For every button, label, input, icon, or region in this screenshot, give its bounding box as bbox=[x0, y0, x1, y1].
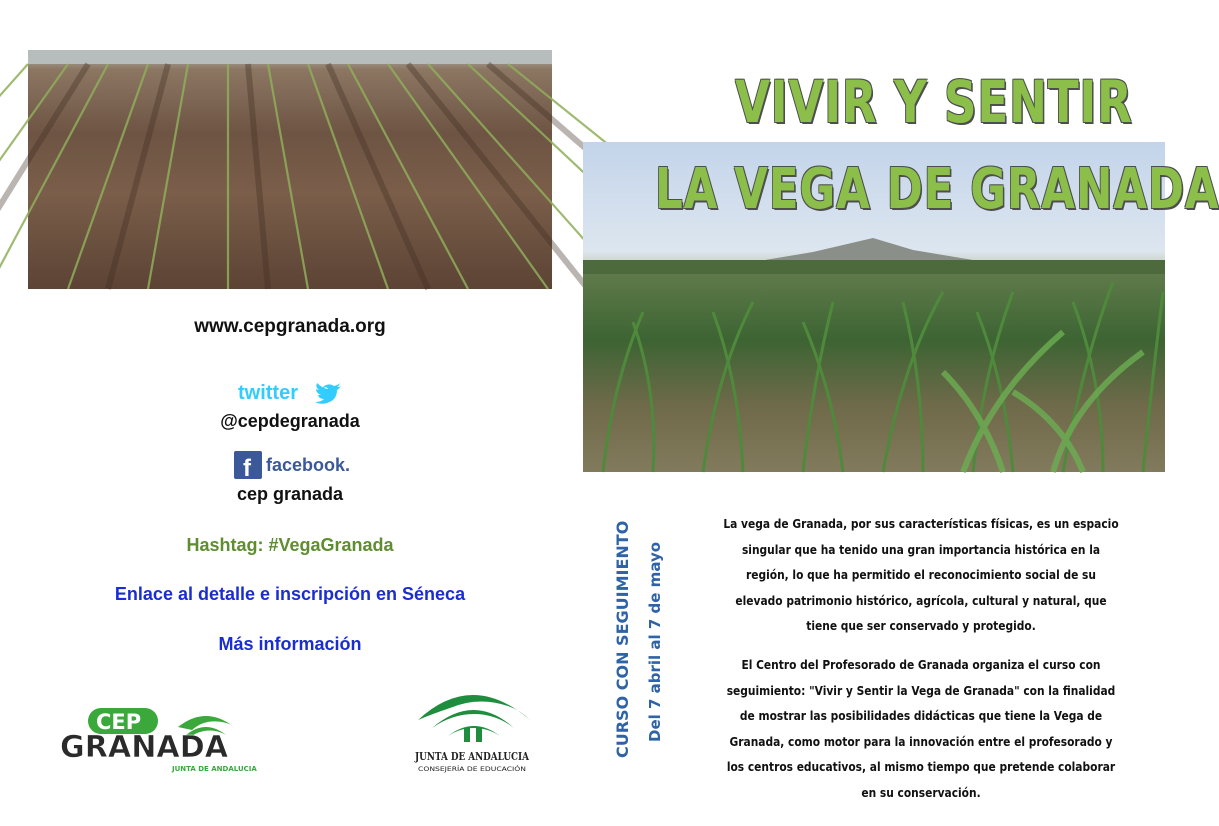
twitter-handle[interactable]: @cepdegranada bbox=[220, 411, 360, 431]
field-rows-illustration bbox=[28, 50, 552, 289]
svg-text:CONSEJERÍA DE EDUCACIÓN: CONSEJERÍA DE EDUCACIÓN bbox=[418, 765, 511, 773]
twitter-logo-icon[interactable] bbox=[236, 378, 346, 406]
course-type-vertical: CURSO CON SEGUIMIENTO bbox=[613, 520, 632, 758]
junta-andalucia-logo bbox=[410, 680, 535, 775]
title-line-1: VIVIR Y SENTIR bbox=[735, 68, 1133, 136]
hashtag-text: Hashtag: #VegaGranada bbox=[186, 535, 394, 555]
svg-text:GRANADA: GRANADA bbox=[60, 730, 229, 765]
svg-text:f: f bbox=[243, 455, 251, 482]
cep-granada-logo bbox=[60, 705, 257, 775]
svg-text:JUNTA DE ANDALUCIA: JUNTA DE ANDALUCIA bbox=[414, 750, 530, 763]
course-dates-vertical: Del 7 abril al 7 de mayo bbox=[646, 541, 664, 742]
website-url[interactable]: www.cepgranada.org bbox=[194, 316, 386, 337]
description-paragraph-2: El Centro del Profesorado de Granada organiza el curso con seguimiento: "Vivir y Sentir la Vega de Granada" con la finalidad de mostrar las posibilidades didácticas que tiene la Vega de Granada, como motor para la innovación entre el profesorado y los centros educativos, al mismo tiempo que pretende colaborar en su conservación. bbox=[726, 657, 1116, 800]
svg-text:CEP: CEP bbox=[96, 710, 142, 734]
twitter-logo-text: twitter bbox=[238, 382, 298, 404]
facebook-logo-icon[interactable] bbox=[234, 451, 354, 482]
facebook-name[interactable]: cep granada bbox=[236, 484, 344, 504]
more-info-link[interactable]: Más información bbox=[218, 634, 362, 654]
seneca-link[interactable]: Enlace al detalle e inscripción en Séneca bbox=[114, 584, 466, 604]
svg-text:JUNTA DE ANDALUCIA: JUNTA DE ANDALUCIA bbox=[172, 765, 257, 773]
description-paragraph-1: La vega de Granada, por sus características físicas, es un espacio singular que ha tenido una gran importancia histórica en la región, lo que ha permitido el reconocimiento social de su elevado patrimonio histórico, agrícola, cultural y natural, que tiene que ser conservado y protegido. bbox=[723, 516, 1119, 633]
field-photo bbox=[28, 50, 552, 289]
title-line-2: LA VEGA DE GRANADA bbox=[655, 157, 1219, 222]
facebook-logo-text: facebook. bbox=[266, 455, 351, 475]
